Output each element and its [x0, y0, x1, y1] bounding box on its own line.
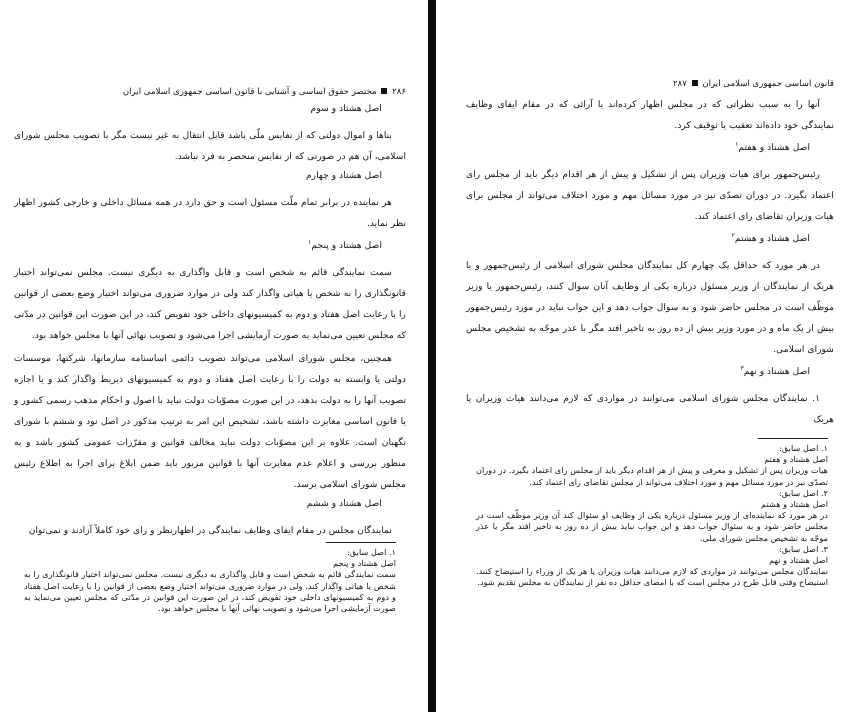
square-bullet-icon: [692, 80, 698, 86]
body-paragraph: [466, 94, 834, 136]
body-paragraph: [14, 192, 406, 234]
right-footnotes: [476, 438, 828, 589]
article-title: [466, 362, 834, 379]
paragraph-text: همچنین، مجلس شورای اسلامی می‌تواند تصویب دائمی اساسنامه سازمانها، شرکتها، موسسات دولتی یا وابسته به دولت را با رعایت اصل هفتاد و دوم به کمیسیونهای ذیربط واگذار کند و یا اجازه تصویب آنها را به دولت بدهد، در این صورت مصوّبات دولت نباید با اصول و احکام مذهب رسمی کشور و یا قانون اساسی مغایرت داشته باشد، تشخیص این امر به ترتیب مذکور در اصل نود و ششم با شورای نگهبان است. علاوه بر این مصوّبات دولت نباید مخالف قوانین و مقرّرات عمومی کشور باشد و به منظور بررسی و اعلام عدم مغایرت آنها با قوانین مزبور باید ضمن ابلاغ برای اجرا به اطلاع رئیس مجلس شورای اسلامی برسد.: [14, 353, 406, 491]
body-paragraph: [14, 348, 406, 495]
left-page-content: [14, 86, 406, 543]
body-paragraph: [14, 125, 406, 167]
footnote-marker: ۲: [731, 232, 735, 240]
article-title-text: اصل هشتاد و ششم: [306, 498, 382, 510]
footnote-line: هیات وزیران پس از تشکیل و معرفی و پیش از هر اقدام دیگر باید از مجلس رای اعتماد بگیرد. در دوران تصدّی نیز در مورد مسائل مهم و مورد اختلاف می‌تواند از مجلس تقاضای رای اعتماد کند.: [476, 465, 828, 487]
footnote-divider: [326, 542, 396, 543]
footnote-line: ۱. اصل سابق:: [347, 547, 396, 557]
article-title-text: اصل هشتاد و سوم: [310, 103, 382, 114]
footnote-line: اصل هشتاد و پنجم: [333, 558, 396, 569]
paragraph-text: آنها را به سبب نظراتی که در مجلس اظهار کرده‌اند یا آرائی که در مقام ایفای وظایف نمایندگی خود داده‌اند تعقیب یا توقیف کرد.: [466, 99, 834, 131]
article-title-text: اصل هشتاد و چهارم: [305, 170, 382, 181]
paragraph-text: در هر مورد که حداقل یک چهارم کل نمایندگان مجلس شورای اسلامی از رئیس‌جمهور و یا هریک از نمایندگان از وزیر مسئول درباره یکی از وظایف آنان سوال کنند، رئیس‌جمهور یا وزیر موظّف است در مجلس حاضر شود و به سوال جواب دهد و این جواب نباید در مورد رئیس‌جمهور بیش از یک ماه و در مورد وزیر بیش از ده روز به تاخیر افتد مگر با عذر موجّه به تشخیص مجلس شورای اسلامی.: [466, 260, 834, 356]
body-paragraph: [466, 388, 834, 430]
square-bullet-icon: [381, 88, 387, 94]
article-title: [466, 229, 834, 246]
right-page-number: ۲۸۷: [673, 79, 687, 89]
right-page: [436, 0, 862, 712]
footnote-line: اصل هشتاد و هشتم: [761, 499, 828, 510]
paragraph-text: نمایندگان مجلس در مقام ایفای وظایف نمایندگی در اظهارنظر و رای خود کاملاً آزادند و نمی‌توان: [28, 525, 392, 537]
footnote-line: ۲. اصل سابق:: [779, 487, 828, 498]
left-running-title: مختصر حقوق اساسی و آشنایی با قانون اساسی جمهوری اسلامی ایران: [122, 87, 377, 97]
footnote-marker: ۱: [735, 141, 739, 148]
right-running-title: قانون اساسی جمهوری اسلامی ایران: [702, 79, 834, 89]
footnote-marker: ۳: [740, 365, 744, 373]
paragraph-text: ۱. نمایندگان مجلس شورای اسلامی می‌توانند در مواردی که لازم می‌دانند هیات وزیران یا هریک: [466, 393, 834, 426]
body-paragraph: [14, 520, 406, 541]
article-title: [14, 102, 406, 116]
book-gutter: [428, 0, 436, 712]
right-running-head: [466, 78, 834, 90]
footnote-marker: ۱: [308, 239, 312, 246]
article-title-text: اصل هشتاد و نهم: [743, 366, 810, 378]
body-paragraph: [466, 255, 834, 360]
body-paragraph: [14, 262, 406, 346]
footnote-line: سمت نمایندگی قائم به شخص است و قابل واگذاری به دیگری نیست. مجلس نمی‌تواند اختیار قانونگذاری را به شخص یا هیاتی واگذار کند، ولی در موارد ضروری می‌تواند اختیار وضع بعضی از قوانین را با رعایت اصل هفتاد و دوم به کمیسیونهای داخلی خود تفویض کند، در این صورت این قوانین در مدّتی که مجلس تعیین می‌نماید به صورت آزمایشی اجرا می‌شود و تصویب نهائی آنها با مجلس خواهد بود.: [24, 569, 396, 614]
paragraph-text: رئیس‌جمهور برای هیات وزیران پس از تشکیل و پیش از هر اقدام دیگر باید از مجلس رای اعتماد بگیرد. در دوران تصدّی نیز در مورد مسائل مهم و مورد اختلاف می‌تواند از مجلس برای هیات وزیران تقاضای رای اعتماد کند.: [466, 169, 834, 223]
paragraph-text: سمت نمایندگی قائم به شخص است و قابل واگذاری به دیگری نیست. مجلس نمی‌تواند اختیار قانونگذاری را به شخص یا هیاتی واگذار کند ولی در موارد ضروری می‌تواند اختیار وضع بعضی از قوانین را با رعایت اصل هفتاد و دوم به کمیسیونهای داخلی خود تفویض کند، در این صورت این قوانین در مدّتی که مجلس تعیین می‌نماید به صورت آزمایشی اجرا می‌شود و تصویب نهائی آنها با مجلس خواهد بود.: [14, 267, 406, 342]
article-title: [14, 169, 406, 183]
left-footnotes: [24, 542, 396, 614]
footnote-line: ۳. اصل سابق:: [779, 543, 828, 554]
right-body-text: [466, 94, 834, 430]
left-body-text: [14, 102, 406, 541]
left-page-number: ۲۸۶: [392, 87, 406, 97]
footnote-line: نمایندگان مجلس می‌توانند در مواردی که لازم می‌دانند هیات وزیران یا هر یک از وزراء را استیضاح کنند. استیضاح وقتی قابل طرح در مجلس است که با امضای حداقل ده نفر از نمایندگان به مجلس تقدیم شود.: [476, 566, 828, 588]
article-title-text: اصل هشتاد و هفتم: [738, 142, 810, 154]
body-paragraph: [466, 164, 834, 227]
right-page-content: [466, 78, 834, 432]
footnote-divider: [758, 438, 828, 439]
footnote-line: اصل هشتاد و نهم: [769, 555, 828, 566]
paragraph-text: بناها و اموال دولتی که از نفایس ملّی باشد قابل انتقال به غیر نیست مگر با تصویب مجلس شورای اسلامی، آن هم در صورتی که از نفایس منحصر به فرد نباشد.: [14, 130, 406, 162]
left-footnote-lines: [24, 547, 396, 614]
article-title: [14, 236, 406, 253]
left-running-head: [14, 86, 406, 98]
footnote-line: در هر مورد که نماینده‌ای از وزیر مسئول درباره یکی از وظایف او سئوال کند آن وزیر موظّف است در مجلس حاضر شود و به سئوال جواب دهد و این جواب نباید بیش از ده روز به تاخیر افتد مگر با عذر موجّه به تشخیص مجلس شورای ملی.: [476, 510, 828, 543]
left-page: [0, 0, 428, 712]
footnote-line: ۱. اصل سابق:: [779, 443, 828, 453]
article-title: [14, 497, 406, 511]
right-footnote-lines: [476, 443, 828, 589]
article-title-text: اصل هشتاد و پنجم: [311, 240, 382, 252]
article-title-text: اصل هشتاد و هشتم: [734, 233, 810, 245]
footnote-line: اصل هشتاد و هفتم: [764, 454, 828, 465]
paragraph-text: هر نماینده در برابر تمام ملّت مسئول است و حق دارد در همه مسائل داخلی و خارجی کشور اظهار نظر نماید.: [14, 197, 406, 229]
article-title: [466, 138, 834, 155]
